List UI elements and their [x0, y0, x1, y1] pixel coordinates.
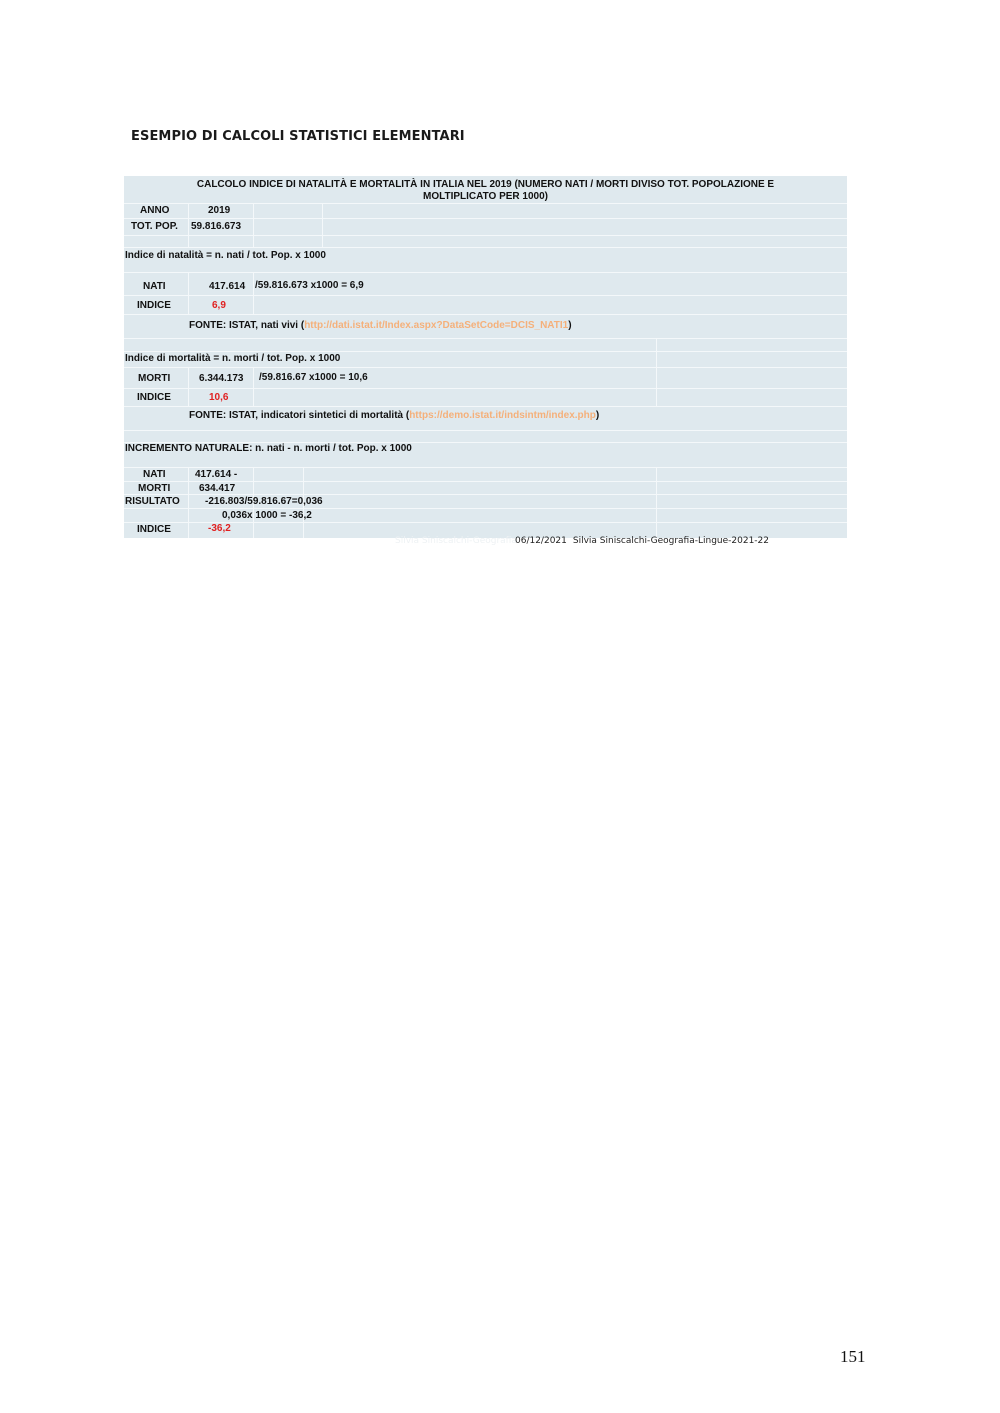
mortalita-indice-label: INDICE — [137, 392, 171, 403]
grid-line — [322, 203, 323, 248]
incremento-calc-line: 0,036x 1000 = -36,2 — [222, 510, 312, 521]
mortalita-fonte-suffix: ) — [595, 410, 600, 421]
mortalita-formula: Indice di mortalità = n. morti / tot. Pop. x 1000 — [125, 353, 341, 364]
grid-line — [124, 351, 847, 352]
grid-line — [253, 272, 254, 314]
page-number: 151 — [840, 1347, 866, 1366]
page-heading: ESEMPIO DI CALCOLI STATISTICI ELEMENTARI — [131, 129, 465, 144]
mortalita-morti-calc: /59.816.67 x1000 = 10,6 — [259, 372, 368, 383]
mortalita-indice-value: 10,6 — [209, 392, 229, 403]
incremento-nati-value: 417.614 - — [195, 469, 238, 480]
grid-line — [124, 295, 847, 296]
incremento-morti-label: MORTI — [138, 483, 171, 494]
mortalita-fonte-prefix: FONTE: ISTAT, indicatori sintetici di mortalità ( — [189, 410, 410, 421]
incremento-indice-value: -36,2 — [208, 523, 231, 534]
grid-line — [656, 338, 657, 406]
grid-line — [124, 314, 847, 315]
incremento-indice-label: INDICE — [137, 524, 171, 535]
grid-line — [124, 522, 847, 523]
mortalita-morti-value: 6.344.173 — [199, 373, 244, 384]
incremento-nati-label: NATI — [143, 469, 166, 480]
natalita-nati-value: 417.614 — [209, 281, 246, 292]
totpop-value: 59.816.673 — [191, 221, 242, 232]
grid-line — [124, 508, 847, 509]
slide-image — [124, 176, 847, 538]
natalita-formula: Indice di natalità = n. nati / tot. Pop. x 1000 — [125, 250, 326, 261]
natalita-fonte-link[interactable]: http://dati.istat.it/Index.aspx?DataSetCode=DCIS_NATI1 — [304, 320, 569, 331]
mortalita-fonte — [189, 410, 599, 422]
natalita-fonte-suffix: ) — [568, 320, 572, 331]
grid-line — [124, 430, 847, 431]
grid-line — [253, 367, 254, 406]
grid-line — [124, 367, 847, 368]
slide-title-line-1: CALCOLO INDICE DI NATALITÀ E MORTALITÀ IN ITALIA NEL 2019 (NUMERO NATI / MORTI DIVISO TOT. POPOLAZIONE E — [196, 179, 775, 190]
grid-line — [188, 203, 189, 248]
grid-line — [124, 218, 847, 219]
grid-line — [188, 467, 189, 538]
grid-line — [124, 247, 847, 248]
natalita-indice-value: 6,9 — [212, 300, 226, 311]
natalita-indice-label: INDICE — [137, 300, 171, 311]
natalita-nati-calc: /59.816.673 x1000 = 6,9 — [255, 280, 364, 291]
grid-line — [124, 338, 847, 339]
grid-line — [124, 203, 847, 204]
grid-line — [124, 467, 847, 468]
grid-line — [124, 481, 847, 482]
footer-faint-text: Silvia Siniscalchi-Geografia — [395, 536, 517, 546]
grid-line — [124, 235, 847, 236]
grid-line — [656, 467, 657, 538]
grid-line — [188, 367, 189, 406]
incremento-morti-value: 634.417 — [199, 483, 236, 494]
slide-footer — [515, 536, 769, 546]
grid-line — [188, 272, 189, 314]
slide-title — [124, 179, 847, 203]
totpop-label: TOT. POP. — [131, 221, 178, 232]
incremento-risultato-value: -216.803/59.816.67=0,036 — [205, 496, 323, 507]
grid-line — [124, 388, 847, 389]
mortalita-morti-label: MORTI — [138, 373, 171, 384]
incremento-formula: INCREMENTO NATURALE: n. nati - n. morti / tot. Pop. x 1000 — [125, 443, 412, 454]
natalita-nati-label: NATI — [143, 281, 166, 292]
grid-line — [124, 272, 847, 273]
natalita-fonte — [189, 320, 572, 332]
slide-title-line-2: MOLTIPLICATO PER 1000) — [422, 191, 549, 202]
grid-line — [253, 203, 254, 248]
grid-line — [124, 406, 847, 407]
natalita-fonte-prefix: FONTE: ISTAT, nati vivi ( — [189, 320, 305, 331]
footer-author: Silvia Siniscalchi-Geografia-Lingue-2021-22 — [572, 536, 769, 546]
mortalita-fonte-link[interactable]: https://demo.istat.it/indsintm/index.php — [409, 410, 596, 421]
footer-date: 06/12/2021 — [515, 536, 567, 546]
incremento-risultato-label: RISULTATO — [125, 496, 180, 507]
anno-value: 2019 — [208, 205, 231, 216]
anno-label: ANNO — [140, 205, 170, 216]
